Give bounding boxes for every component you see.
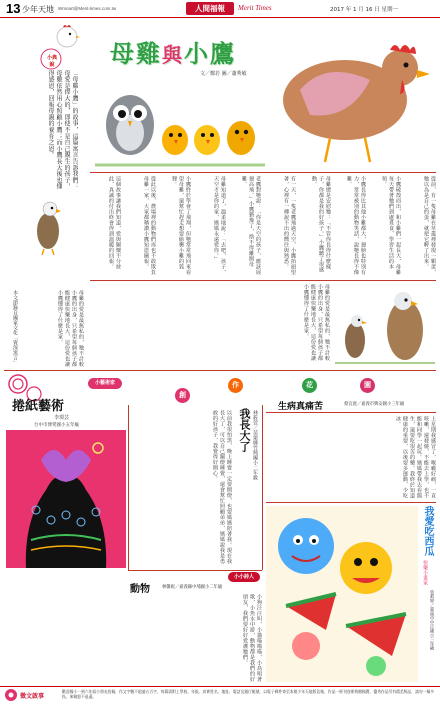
creation-tag-circle: 創 [175, 388, 190, 403]
main-story-title [110, 34, 236, 69]
animals-tag: 小小詩人 [228, 572, 260, 582]
grown-up-author: 林筱萱／苗栗縣竹興國小二年級 [252, 410, 258, 480]
story-column: 母雞總是安慰牠：「不管你長得什麼樣子，你都是我的好孩子。」小鷹聽了很感動。 [311, 176, 331, 273]
grown-up-body: 以前我很怕黑，晚上睡覺一定要開燈，也要媽媽陪著我。現在我長大了，可以自己關燈睡覺，還會幫忙照顧弟弟，媽媽說我是勇敢的好孩子，我覺得好開心。 [212, 410, 232, 564]
main-story-body [90, 176, 436, 276]
craft-title: 捲紙藝術 [12, 399, 65, 414]
footer-notice: 歡迎國小一到六年級小朋友投稿，作文字數不超過五百字，每篇需附上學校、年級、真實姓名、地址、電話及銀行帳號，以電子郵件寄至本報少年天地版信箱，作品一經刊登即致贈稿費，優秀作品另有精美獎品，請勿一稿多投，來稿恕不退還。 [62, 689, 435, 700]
story-column: 從前，有一隻母雞在草叢裡發現一顆蛋，牠以為是自己的蛋，就把它孵了出來。 [423, 176, 436, 275]
chicks-illustration [95, 75, 265, 170]
sidebar-label: 小典說 [46, 55, 57, 68]
section-url: Wmnart@Merit-times.com.tw [58, 6, 117, 11]
page-number: 13 [6, 1, 21, 16]
story-column: 這個故事讓我們知道，愛與關懷不分彼此，真誠的付出終會得到溫暖的回報。 [108, 176, 121, 270]
watermelon-author: 曾莉婷／臺南市中正國小三年級 [429, 590, 434, 651]
story-column: 小鷹長得比其他小雞都大，翅膀也特別有力，常常被別的動物笑話，說牠長得不像雞。 [346, 176, 366, 275]
craft-tag: 小藝術家 [88, 378, 122, 389]
animals-author: 林馨妮／嘉義縣中埔國小二年級 [162, 585, 223, 590]
left-column-text: 母雞的愛是最無私的，牠不計較小鷹的出身，只希望每個孩子都能健康快樂地長大，這份愛也讓小鷹懂得了什麼是家。 [57, 290, 84, 367]
creation-tag-circle: 作 [228, 378, 243, 393]
small-eagle-illustration [28, 195, 68, 255]
issue-date: 2017 年 1 月 16 日 星期一 [330, 7, 398, 13]
title-part-hen: 母雞 [110, 40, 162, 68]
quilling-artwork-image [6, 430, 126, 568]
sick-title: 生病真痛苦 [278, 402, 324, 412]
craft-author: 李璟芸 [54, 415, 70, 421]
grown-up-title: 我長大了 [238, 408, 251, 452]
rooster-icon [52, 20, 82, 50]
brand-logo: 人間福報 [186, 2, 234, 15]
story-credit: 本文節錄自國家文化「資深寓言」 [12, 290, 18, 365]
animals-body: 小狗汪汪叫，小貓喵喵喵，小鳥唱著歌，小魚水中游，動物都是我們的好朋友，我們要好好愛護牠們。 [242, 594, 262, 682]
section-name: 少年天地 [22, 5, 54, 14]
footer-label: 徵文啟事 [20, 693, 45, 700]
story-column: 母雞知道了，溫柔地說：「去吧，孩子，天空才是你的家，媽媽永遠愛你。」 [213, 176, 226, 275]
story-column: 小鷹破殼而出，和小雞們一起長大，母雞每天帶著牠們到處覓食、學習生活的本領。 [381, 176, 401, 275]
eagle-pair-illustration [335, 285, 435, 365]
watermelon-title: 我愛吃西瓜 [422, 506, 433, 556]
watermelon-tag: 快樂小畫家 [422, 560, 428, 585]
sick-author: 蔡宜庭／嘉義市興安國小三年級 [344, 402, 405, 407]
flower-icon [4, 688, 18, 702]
main-story-byline: 文／鄭若 圖／蕭秀敏 [200, 71, 247, 77]
creation-tag-circle: 花 [302, 378, 317, 393]
story-column: 小鷹終於學會了飛翔，但牠常常飛回來看望母雞，還幫忙趕走想要偷襲小雞的狐狸。 [171, 176, 191, 275]
craft-school: 台中市博愛國小五年級 [34, 423, 79, 428]
title-part-and: 與 [162, 43, 184, 67]
sick-body: 上星期我感冒了，喉嚨好痛，一直咳嗽，還發燒，不能去上學，也不能和同學一起玩。媽媽帶我去看醫生，還要吃很苦的藥。我終於知道健康的重要，以後要多運動、少吃冰。 [395, 416, 436, 499]
watermelon-drawing-image [266, 506, 418, 682]
sidebar-text: 「母雞小鷹」的故事，這篇寓言告訴我們：母愛是偉大的，即使不是自己親生的孩子，母雞依然用心照顧小鷹；而小鷹長大後也懂得感恩，回報母親的養育之恩。 [47, 70, 78, 190]
story-column: 從此以後，農場裡的動物們再也不敢欺負母雞一家，大家都稱讚小鷹知恩圖報。 [143, 176, 156, 275]
title-part-eagle: 小鷹 [184, 40, 236, 68]
brand-english: Merit Times [238, 4, 272, 12]
story-column: 有一天，一隻老鷹飛過天空，小鷹抬頭望著，心裡有一種說不出的嚮往與熟悉。 [283, 176, 296, 275]
story-continued: 母雞的愛是最無私的，牠不計較小鷹的出身，只希望每個孩子都能健康快樂地長大，這份愛也讓小鷹懂得了什麼是家。 [303, 284, 330, 361]
hen-illustration [270, 30, 438, 170]
creation-tag-circle: 園 [360, 378, 375, 393]
story-column: 老鷹對牠說：「你是天空的孩子，應該展翅高飛。」小鷹猶豫了，捨不得離開母雞。 [241, 176, 261, 275]
animals-title: 動物 [130, 584, 150, 595]
